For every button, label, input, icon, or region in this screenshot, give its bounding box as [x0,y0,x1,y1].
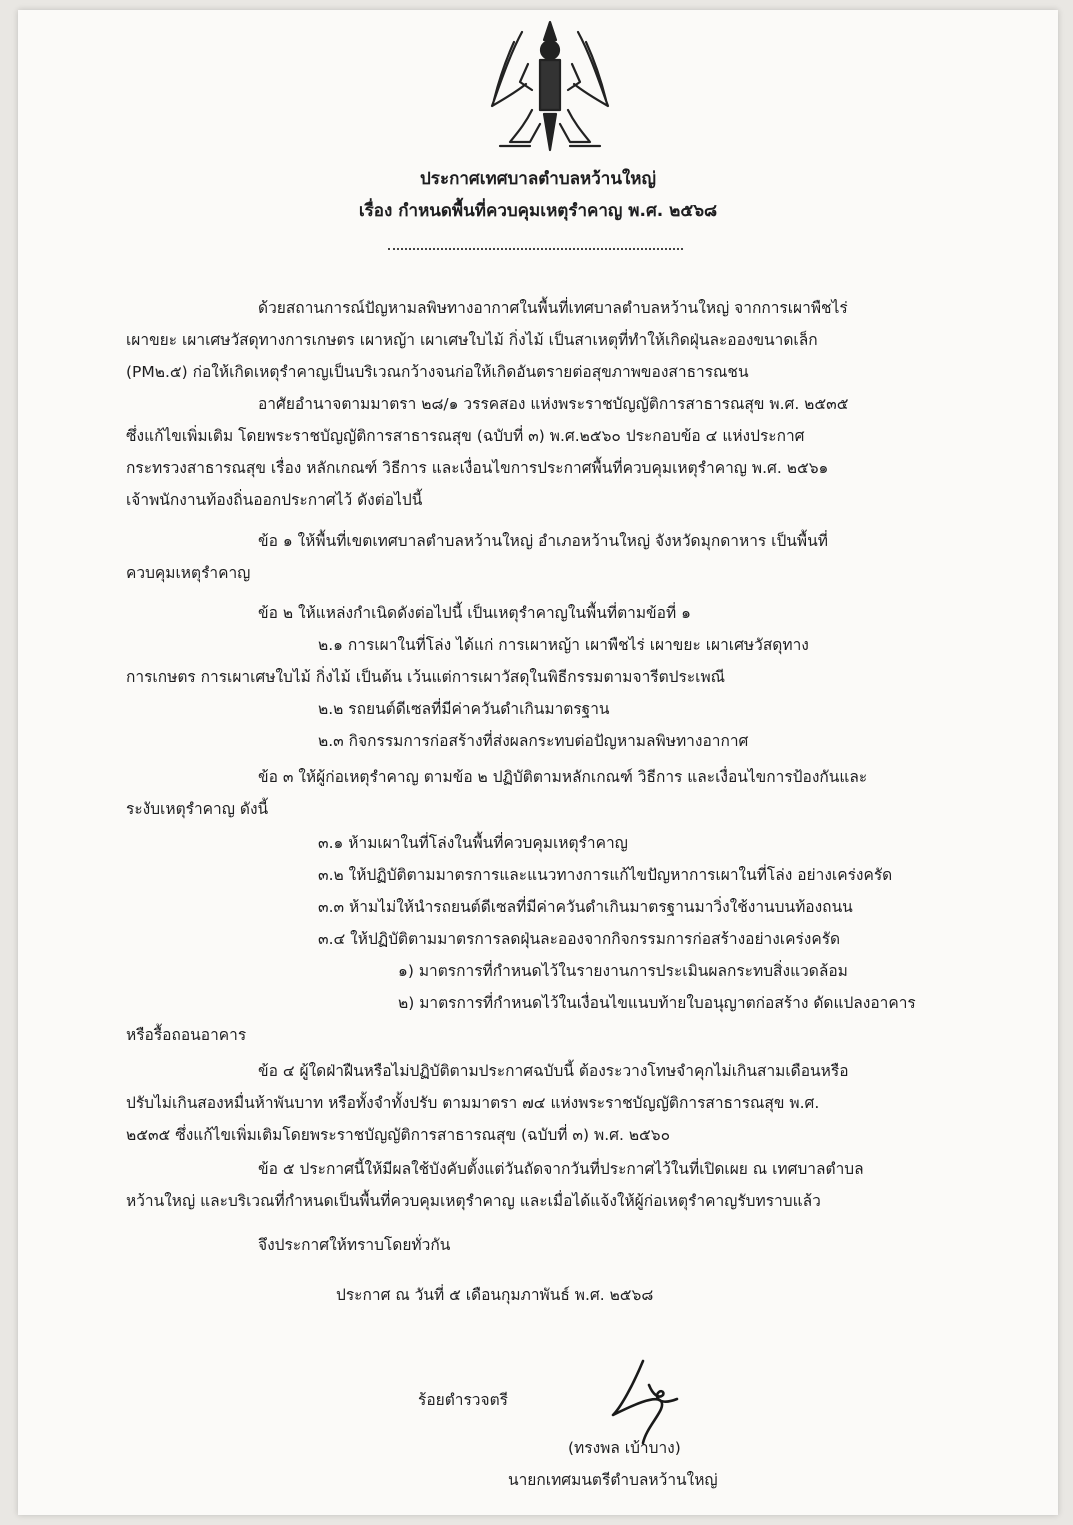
paragraph-line: ด้วยสถานการณ์ปัญหามลพิษทางอากาศในพื้นที่เทศบาลตำบลหว้านใหญ่ จากการเผาพืชไร่ [258,299,848,317]
clause-1-cont: ควบคุมเหตุรำคาญ [126,564,251,582]
closing-text: จึงประกาศให้ทราบโดยทั่วกัน [258,1236,451,1254]
clause-3-cont: ระงับเหตุรำคาญ ดังนี้ [126,800,269,818]
announcement-date: ประกาศ ณ วันที่ ๕ เดือนกุมภาพันธ์ พ.ศ. ๒๕๖๘ [336,1286,654,1304]
paragraph-line: อาศัยอำนาจตามมาตรา ๒๘/๑ วรรคสอง แห่งพระราชบัญญัติการสาธารณสุข พ.ศ. ๒๕๓๕ [258,395,849,413]
clause-5-cont: หว้านใหญ่ และบริเวณที่กำหนดเป็นพื้นที่ควบคุมเหตุรำคาญ และเมื่อได้แจ้งให้ผู้ก่อเหตุรำคาญรับทราบแล้ว [126,1192,821,1210]
signer-position: นายกเทศมนตรีตำบลหว้านใหญ่ [508,1471,718,1489]
garuda-emblem-icon [470,14,630,164]
title-divider [388,248,683,250]
clause-2-1-cont: การเกษตร การเผาเศษใบไม้ กิ่งไม้ เป็นต้น เว้นแต่การเผาวัสดุในพิธีกรรมตามจารีตประเพณี [126,668,726,686]
clause-3-4: ๓.๔ ให้ปฏิบัติตามมาตรการลดฝุ่นละอองจากกิจกรรมการก่อสร้างอย่างเคร่งครัด [318,930,841,948]
clause-4: ข้อ ๔ ผู้ใดฝ่าฝืนหรือไม่ปฏิบัติตามประกาศฉบับนี้ ต้องระวางโทษจำคุกไม่เกินสามเดือนหรือ [258,1062,849,1080]
paragraph-line: เจ้าพนักงานท้องถิ่นออกประกาศไว้ ดังต่อไปนี้ [126,491,423,509]
clause-5: ข้อ ๕ ประกาศนี้ให้มีผลใช้บังคับตั้งแต่วันถัดจากวันที่ประกาศไว้ในที่เปิดเผย ณ เทศบาลตำบล [258,1160,864,1178]
clause-3-4-2: ๒) มาตรการที่กำหนดไว้ในเงื่อนไขแนบท้ายใบอนุญาตก่อสร้าง ดัดแปลงอาคาร [398,994,916,1012]
signer-name: (ทรงพล เบ้าบาง) [568,1439,681,1457]
clause-2-1: ๒.๑ การเผาในที่โล่ง ได้แก่ การเผาหญ้า เผาพืชไร่ เผาขยะ เผาเศษวัสดุทาง [318,636,809,654]
announcement-title: ประกาศเทศบาลตำบลหว้านใหญ่ [420,169,656,189]
clause-3-2: ๓.๒ ให้ปฏิบัติตามมาตรการและแนวทางการแก้ไขปัญหาการเผาในที่โล่ง อย่างเคร่งครัด [318,866,893,884]
clause-3-3: ๓.๓ ห้ามไม่ให้นำรถยนต์ดีเซลที่มีค่าควันดำเกินมาตรฐานมาวิ่งใช้งานบนท้องถนน [318,898,853,916]
clause-4-cont: ๒๕๓๕ ซึ่งแก้ไขเพิ่มเติมโดยพระราชบัญญัติการสาธารณสุข (ฉบับที่ ๓) พ.ศ. ๒๕๖๐ [126,1126,671,1144]
clause-3-1: ๓.๑ ห้ามเผาในที่โล่งในพื้นที่ควบคุมเหตุรำคาญ [318,834,628,852]
clause-3-4-1: ๑) มาตรการที่กำหนดไว้ในรายงานการประเมินผลกระทบสิ่งแวดล้อม [398,962,848,980]
paragraph-line: กระทรวงสาธารณสุข เรื่อง หลักเกณฑ์ วิธีการ และเงื่อนไขการประกาศพื้นที่ควบคุมเหตุรำคาญ พ.ศ. ๒๕๖๑ [126,459,829,477]
paragraph-line: ซึ่งแก้ไขเพิ่มเติม โดยพระราชบัญญัติการสาธารณสุข (ฉบับที่ ๓) พ.ศ.๒๕๖๐ ประกอบข้อ ๔ แห่งประกาศ [126,427,805,445]
document-page [18,10,1058,1515]
clause-4-cont: ปรับไม่เกินสองหมื่นห้าพันบาท หรือทั้งจำทั้งปรับ ตามมาตรา ๗๔ แห่งพระราชบัญญัติการสาธารณสุข พ.ศ. [126,1094,820,1112]
announcement-subject: เรื่อง กำหนดพื้นที่ควบคุมเหตุรำคาญ พ.ศ. ๒๕๖๘ [358,201,718,221]
clause-3: ข้อ ๓ ให้ผู้ก่อเหตุรำคาญ ตามข้อ ๒ ปฏิบัติตามหลักเกณฑ์ วิธีการ และเงื่อนไขการป้องกันและ [258,768,868,786]
clause-2-3: ๒.๓ กิจกรรมการก่อสร้างที่ส่งผลกระทบต่อปัญหามลพิษทางอากาศ [318,732,749,750]
paragraph-line: (PM๒.๕) ก่อให้เกิดเหตุรำคาญเป็นบริเวณกว้างจนก่อให้เกิดอันตรายต่อสุขภาพของสาธารณชน [126,363,749,381]
signer-rank: ร้อยตำรวจตรี [418,1391,508,1409]
clause-2-2: ๒.๒ รถยนต์ดีเซลที่มีค่าควันดำเกินมาตรฐาน [318,700,610,718]
clause-2: ข้อ ๒ ให้แหล่งกำเนิดดังต่อไปนี้ เป็นเหตุรำคาญในพื้นที่ตามข้อที่ ๑ [258,604,691,622]
paragraph-line: เผาขยะ เผาเศษวัสดุทางการเกษตร เผาหญ้า เผาเศษใบไม้ กิ่งไม้ เป็นสาเหตุที่ทำให้เกิดฝุ่นละอองขนาดเล็ก [126,331,818,349]
clause-3-4-2-cont: หรือรื้อถอนอาคาร [126,1026,247,1044]
clause-1: ข้อ ๑ ให้พื้นที่เขตเทศบาลตำบลหว้านใหญ่ อำเภอหว้านใหญ่ จังหวัดมุกดาหาร เป็นพื้นที่ [258,532,828,550]
handwritten-signature [603,1355,703,1445]
